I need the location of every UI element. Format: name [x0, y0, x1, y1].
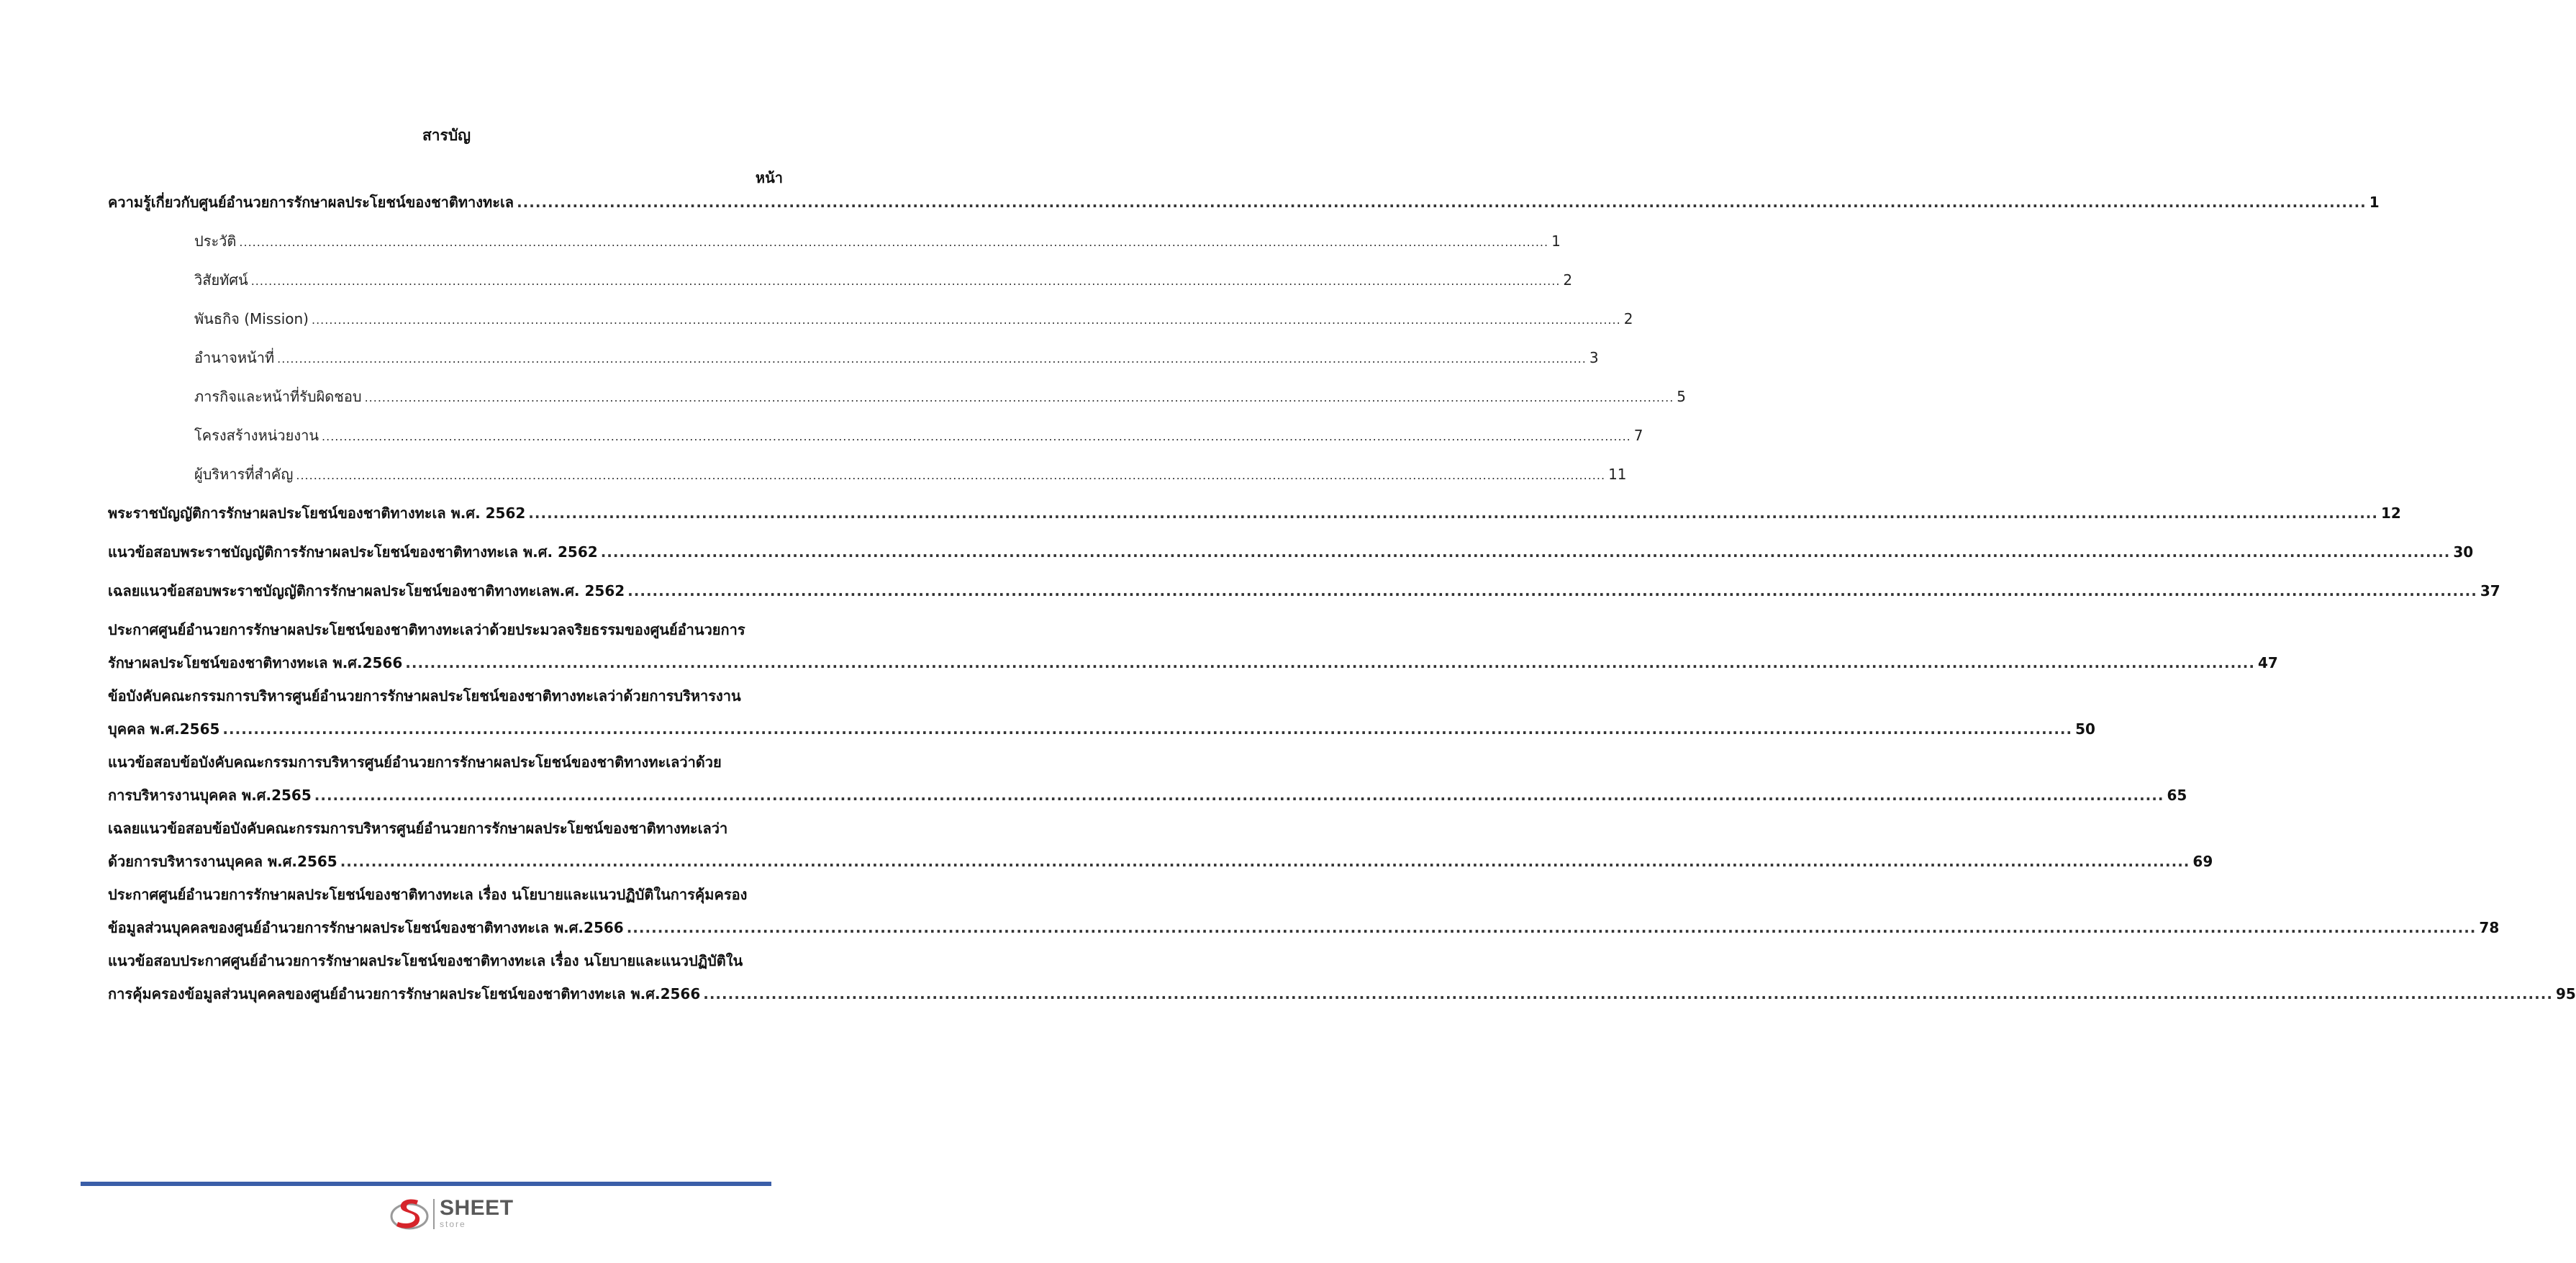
toc-subentry[interactable] [194, 419, 1643, 452]
toc-entry-title[interactable]: โครงสร้างหน่วยงาน [194, 427, 319, 444]
page-title: สารบัญ [422, 127, 471, 144]
toc-entry-title-continued[interactable]: การคุ้มครองข้อมูลส่วนบุคคลของศูนย์อำนวยการรักษาผลประโยชน์ของชาติทางทะเล พ.ศ.2566 [108, 985, 701, 1002]
logo-name: SHEET [440, 1196, 514, 1220]
dot-leader [517, 186, 2367, 219]
toc-entry[interactable] [108, 574, 2500, 607]
toc-page-number[interactable]: 78 [2479, 919, 2500, 936]
toc-entry[interactable] [108, 535, 2474, 569]
toc-subentry[interactable] [194, 302, 1633, 335]
toc-entry-title[interactable]: ภารกิจและหน้าที่รับผิดชอบ [194, 388, 362, 405]
toc-entry-title-continued[interactable]: ข้อมูลส่วนบุคคลของศูนย์อำนวยการรักษาผลประโยชน์ของชาติทางทะเล พ.ศ.2566 [108, 919, 624, 936]
dot-leader [601, 535, 2451, 569]
dot-leader [251, 265, 1561, 298]
toc-page-number[interactable]: 1 [1551, 232, 1561, 250]
toc-entry[interactable] [108, 746, 2187, 812]
toc-page-number[interactable]: 37 [2480, 582, 2500, 599]
toc-subentry[interactable] [194, 225, 1561, 258]
sheet-store-logo [389, 1195, 512, 1235]
dot-leader [296, 459, 1605, 492]
toc-entry[interactable] [108, 878, 2500, 944]
dot-leader [277, 343, 1587, 376]
dot-leader [627, 911, 2477, 944]
toc-entry[interactable] [108, 812, 2213, 878]
toc-entry-title[interactable]: แนวข้อสอบข้อบังคับคณะกรรมการบริหารศูนย์อำนวยการรักษาผลประโยชน์ของชาติทางทะเลว่าด้วย [108, 753, 722, 771]
dot-leader [222, 712, 2072, 746]
toc-subentry[interactable] [194, 380, 1687, 413]
toc-entry-title[interactable]: ข้อบังคับคณะกรรมการบริหารศูนย์อำนวยการรักษาผลประโยชน์ของชาติทางทะเลว่าด้วยการบริหารงาน [108, 687, 741, 705]
dot-leader [239, 226, 1548, 259]
toc-page-number[interactable]: 1 [2369, 194, 2380, 211]
toc-entry-title[interactable]: แนวข้อสอบพระราชบัญญัติการรักษาผลประโยชน์ของชาติทางทะเล พ.ศ. 2562 [108, 543, 598, 561]
toc-subentry[interactable] [194, 341, 1599, 374]
dot-leader [405, 646, 2255, 679]
toc-page-number[interactable]: 95 [2555, 985, 2576, 1002]
toc-page-number[interactable]: 5 [1677, 388, 1687, 405]
toc-page-number[interactable]: 2 [1563, 271, 1573, 289]
toc-page-number[interactable]: 11 [1608, 466, 1627, 483]
toc-entry-title-continued[interactable]: ด้วยการบริหารงานบุคคล พ.ศ.2565 [108, 853, 337, 870]
dot-leader [365, 381, 1674, 415]
toc-page-number[interactable]: 69 [2192, 853, 2213, 870]
sheet-store-s-logo-icon [389, 1195, 431, 1232]
dot-leader [627, 574, 2477, 607]
toc-entry-title[interactable]: วิสัยทัศน์ [194, 271, 248, 289]
logo-subname: store [440, 1219, 466, 1229]
footer-rule [81, 1182, 771, 1186]
toc-entry-title-continued[interactable]: รักษาผลประโยชน์ของชาติทางทะเล พ.ศ.2566 [108, 654, 403, 671]
toc-entry-title[interactable]: พันธกิจ (Mission) [194, 310, 309, 327]
toc-entry[interactable] [108, 613, 2278, 679]
toc-entry[interactable] [108, 944, 2576, 1010]
toc-page-number[interactable]: 7 [1633, 427, 1643, 444]
toc-entry-title[interactable]: ผู้บริหารที่สำคัญ [194, 466, 294, 483]
toc-page-number[interactable]: 50 [2075, 720, 2095, 738]
toc-entry[interactable] [108, 186, 2380, 219]
toc-entry-title[interactable]: แนวข้อสอบประกาศศูนย์อำนวยการรักษาผลประโยชน์ของชาติทางทะเล เรื่อง นโยบายและแนวปฏิบัติใน [108, 952, 743, 969]
toc-entry[interactable] [108, 679, 2095, 746]
toc-page-number[interactable]: 2 [1623, 310, 1633, 327]
toc-page-number[interactable]: 47 [2257, 654, 2278, 671]
toc-subentry[interactable] [194, 458, 1627, 491]
toc-subentry[interactable] [194, 263, 1573, 296]
toc-entry-title[interactable]: ประวัติ [194, 232, 237, 250]
toc-entry-title[interactable]: เฉลยแนวข้อสอบข้อบังคับคณะกรรมการบริหารศูนย์อำนวยการรักษาผลประโยชน์ของชาติทางทะเลว่า [108, 820, 728, 837]
toc-entry-title[interactable]: ประกาศศูนย์อำนวยการรักษาผลประโยชน์ของชาติทางทะเลว่าด้วยประมวลจริยธรรมของศูนย์อำนวยการ [108, 621, 745, 638]
dot-leader [312, 304, 1621, 337]
dot-leader [528, 497, 2378, 530]
toc-entry-title[interactable]: เฉลยแนวข้อสอบพระราชบัญญัติการรักษาผลประโยชน์ของชาติทางทะเลพ.ศ. 2562 [108, 582, 625, 599]
toc-page-number[interactable]: 30 [2453, 543, 2474, 561]
page-column-label: หน้า [755, 169, 783, 186]
toc-entry[interactable] [108, 497, 2401, 530]
dot-leader [703, 977, 2553, 1010]
logo-wordmark [440, 1198, 514, 1229]
toc-entry-title[interactable]: อำนาจหน้าที่ [194, 349, 275, 366]
toc-entry-title[interactable]: ความรู้เกี่ยวกับศูนย์อำนวยการรักษาผลประโยชน์ของชาติทางทะเล [108, 194, 514, 211]
dot-leader [314, 779, 2164, 812]
dot-leader [340, 845, 2190, 878]
dot-leader [322, 420, 1631, 453]
toc-entry-title[interactable]: พระราชบัญญัติการรักษาผลประโยชน์ของชาติทางทะเล พ.ศ. 2562 [108, 504, 526, 522]
toc-page-number[interactable]: 3 [1589, 349, 1599, 366]
logo-divider [433, 1199, 435, 1229]
toc-page-number[interactable]: 12 [2381, 504, 2401, 522]
toc-page-number[interactable]: 65 [2167, 787, 2187, 804]
toc-entry-title[interactable]: ประกาศศูนย์อำนวยการรักษาผลประโยชน์ของชาติทางทะเล เรื่อง นโยบายและแนวปฏิบัติในการคุ้มครอง [108, 886, 748, 903]
toc-entry-title-continued[interactable]: บุคคล พ.ศ.2565 [108, 720, 220, 738]
toc-entry-title-continued[interactable]: การบริหารงานบุคคล พ.ศ.2565 [108, 787, 312, 804]
